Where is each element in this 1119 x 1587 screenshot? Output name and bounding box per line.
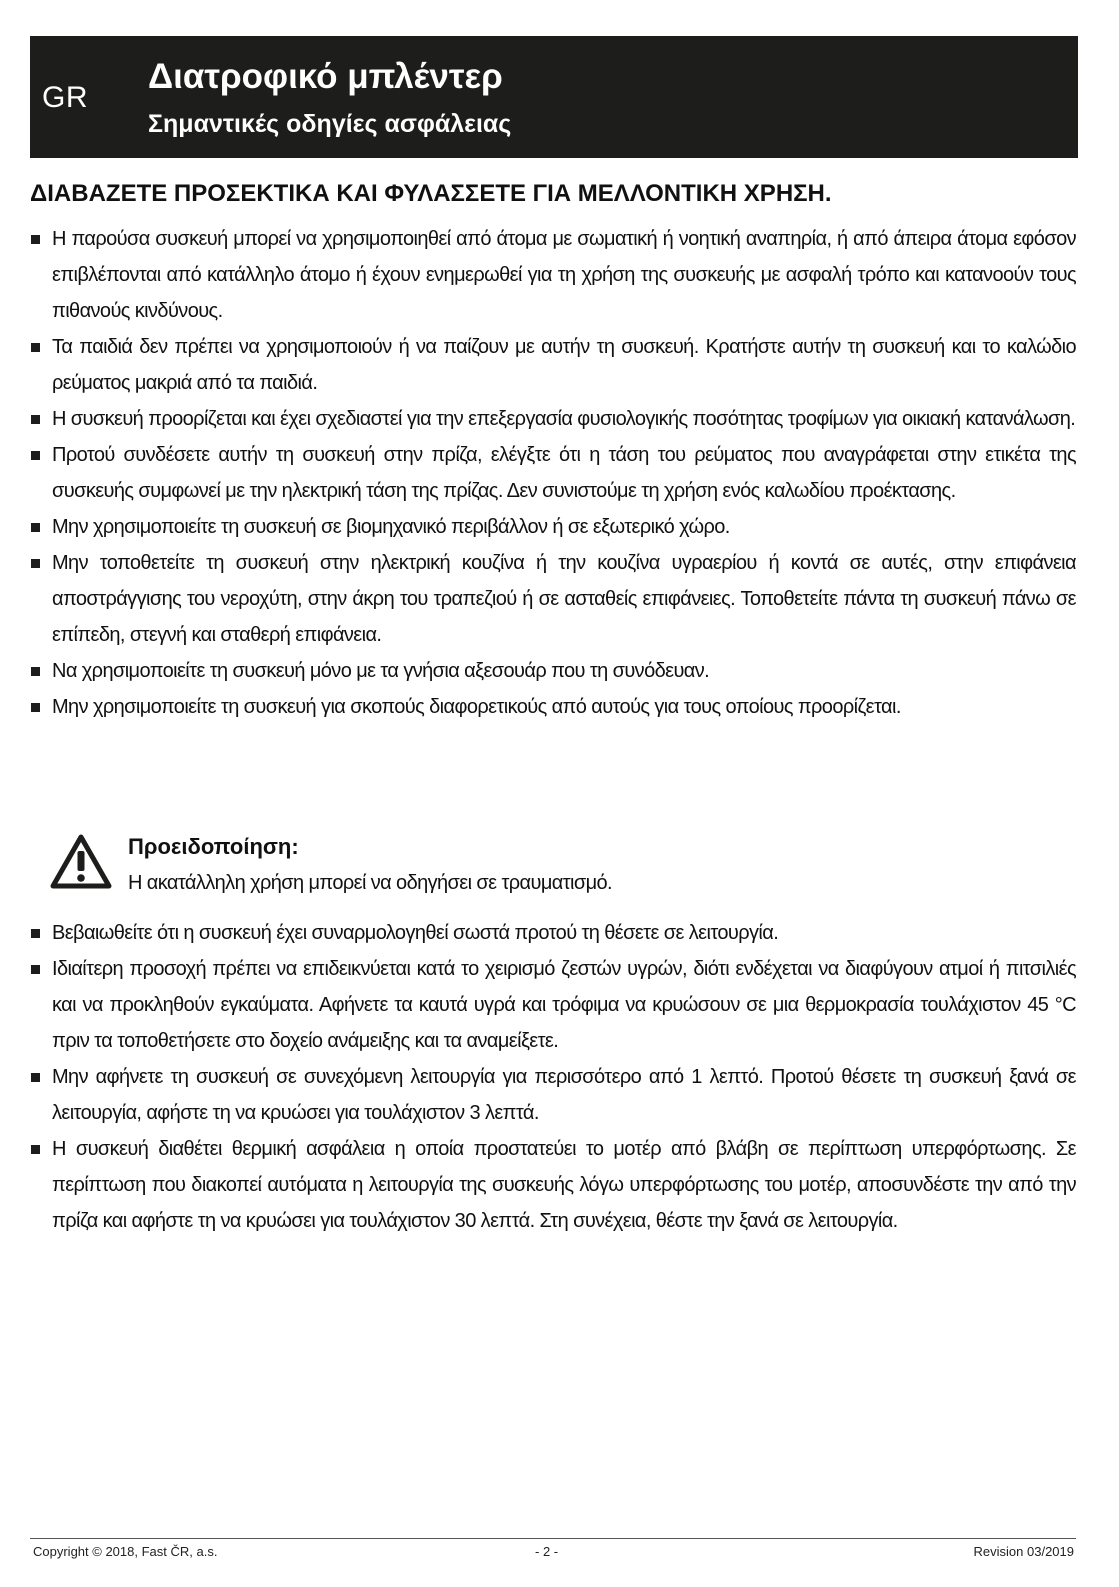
warning-title: Προειδοποίηση: [128,834,299,859]
warning-triangle-icon [50,834,112,890]
copyright-text: Copyright © 2018, Fast ČR, a.s. [33,1544,218,1559]
language-code: GR [42,81,88,114]
list-item: Μην χρησιμοποιείτε τη συσκευή σε βιομηχανικό περιβάλλον ή σε εξωτερικό χώρο. [30,509,1076,545]
list-item: Βεβαιωθείτε ότι η συσκευή έχει συναρμολογηθεί σωστά προτού τη θέσετε σε λειτουργία. [30,915,1076,951]
list-item: Ιδιαίτερη προσοχή πρέπει να επιδεικνύεται κατά το χειρισμό ζεστών υγρών, διότι ενδέχεται να διαφύγουν ατμοί ή πιτσιλιές και να προκληθούν εγκαύματα. Αφήνετε τα καυτά υγρά και τρόφιμα να κρυώσουν σε μια θερμοκρασία τουλάχιστον 45 °C πριν τα τοποθετήσετε στο δοχείο ανάμειξης και τα αναμείξετε. [30,951,1076,1059]
list-item: Τα παιδιά δεν πρέπει να χρησιμοποιούν ή να παίζουν με αυτήν τη συσκευή. Κρατήστε αυτήν τη συσκευή και το καλώδιο ρεύματος μακριά από τα παιδιά. [30,329,1076,401]
warning-text: Η ακατάλληλη χρήση μπορεί να οδηγήσει σε τραυματισμό. [128,872,612,894]
safety-instructions-list-2 [30,915,1076,1239]
list-item: Μην αφήνετε τη συσκευή σε συνεχόμενη λειτουργία για περισσότερο από 1 λεπτό. Προτού θέσετε τη συσκευή ξανά σε λειτουργία, αφήστε τη να κρυώσει για τουλάχιστον 3 λεπτά. [30,1059,1076,1131]
header-banner [30,36,1078,158]
document-subtitle: Σημαντικές οδηγίες ασφάλειας [148,110,512,138]
list-item: Η συσκευή διαθέτει θερμική ασφάλεια η οποία προστατεύει το μοτέρ από βλάβη σε περίπτωση υπερφόρτωσης. Σε περίπτωση που διακοπεί αυτόματα η λειτουργία της συσκευής λόγω υπερφόρτωσης του μοτέρ, αποσυνδέστε την από την πρίζα και αφήστε τη να κρυώσει για τουλάχιστον 30 λεπτά. Στη συνέχεια, θέστε την ξανά σε λειτουργία. [30,1131,1076,1239]
list-item: Μην τοποθετείτε τη συσκευή στην ηλεκτρική κουζίνα ή την κουζίνα υγραερίου ή κοντά σε αυτές, στην επιφάνεια αποστράγγισης του νεροχύτη, στην άκρη του τραπεζιού ή σε ασταθείς επιφάνειες. Τοποθετείτε πάντα τη συσκευή πάνω σε επίπεδη, στεγνή και σταθερή επιφάνεια. [30,545,1076,653]
page-footer [30,1538,1076,1559]
list-item: Η συσκευή προορίζεται και έχει σχεδιαστεί για την επεξεργασία φυσιολογικής ποσότητας τροφίμων για οικιακή κατανάλωση. [30,401,1076,437]
list-item: Μην χρησιμοποιείτε τη συσκευή για σκοπούς διαφορετικούς από αυτούς για τους οποίους προορίζεται. [30,689,1076,725]
document-title: Διατροφικό μπλέντερ [148,57,503,96]
revision-text: Revision 03/2019 [973,1544,1074,1559]
read-carefully-notice: ΔΙΑΒΑΖΕΤΕ ΠΡΟΣΕΚΤΙΚΑ ΚΑΙ ΦΥΛΑΣΣΕΤΕ ΓΙΑ ΜΕΛΛΟΝΤΙΚΗ ΧΡΗΣΗ. [30,180,832,207]
list-item: Να χρησιμοποιείτε τη συσκευή μόνο με τα γνήσια αξεσουάρ που τη συνόδευαν. [30,653,1076,689]
warning-box [50,830,1050,900]
list-item: Προτού συνδέσετε αυτήν τη συσκευή στην πρίζα, ελέγξτε ότι η τάση του ρεύματος που αναγράφεται στην ετικέτα της συσκευής συμφωνεί με την ηλεκτρική τάση της πρίζας. Δεν συνιστούμε τη χρήση ενός καλωδίου προέκτασης. [30,437,1076,509]
list-item: Η παρούσα συσκευή μπορεί να χρησιμοποιηθεί από άτομα με σωματική ή νοητική αναπηρία, ή από άπειρα άτομα εφόσον επιβλέπονται από κατάλληλο άτομο ή έχουν ενημερωθεί για τη χρήση της συσκευής με ασφαλή τρόπο και κατανοούν τους πιθανούς κινδύνους. [30,221,1076,329]
page-number: - 2 - [535,1544,559,1559]
safety-instructions-list-1 [30,221,1076,725]
